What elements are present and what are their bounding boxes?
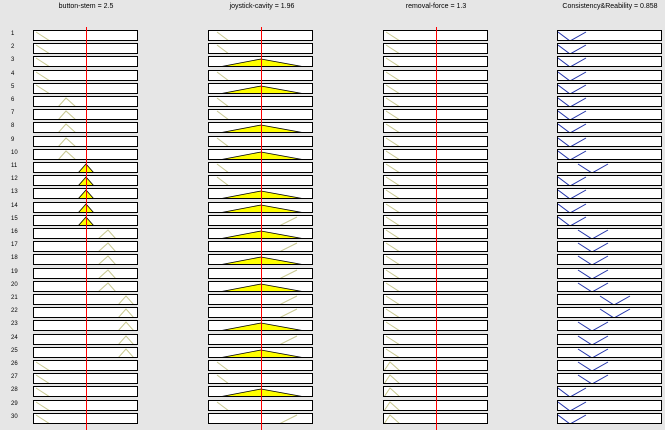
membership-function (558, 335, 662, 345)
joystick-cavity-index-line[interactable] (261, 27, 262, 430)
membership-function (558, 387, 662, 397)
membership-function (558, 255, 662, 265)
output-rule-cell[interactable] (557, 188, 662, 199)
rule-number: 16 (11, 229, 18, 235)
rule-number: 11 (11, 163, 18, 169)
rule-number: 24 (11, 334, 18, 341)
rule-number: 13 (11, 189, 18, 196)
membership-function (558, 150, 662, 160)
rule-number: 1 (11, 31, 15, 37)
rule-number: 29 (11, 400, 18, 407)
removal-force-index-line[interactable] (436, 27, 437, 430)
output-rule-cell[interactable] (557, 307, 662, 318)
output-rule-cell[interactable] (557, 149, 662, 160)
membership-function (558, 321, 662, 331)
output-rule-cell[interactable] (557, 400, 662, 411)
output-rule-cell[interactable] (557, 254, 662, 265)
output-rule-cell[interactable] (557, 360, 662, 371)
output-rule-cell[interactable] (557, 56, 662, 67)
output-rule-cell[interactable] (557, 83, 662, 94)
output-rule-cell[interactable] (557, 294, 662, 305)
rule-number: 22 (11, 308, 18, 315)
input3-title: removal-force = 1.3 (405, 3, 467, 10)
rule-number: 7 (11, 110, 15, 117)
output-rule-cell[interactable] (557, 241, 662, 252)
output-rule-cell[interactable] (557, 30, 662, 41)
membership-function (558, 308, 662, 318)
output-rule-cell[interactable] (557, 122, 662, 133)
output-rule-cell[interactable] (557, 334, 662, 345)
rule-number: 15 (11, 215, 18, 222)
membership-function (558, 84, 662, 94)
input2-title: joystick-cavity = 1.96 (229, 3, 295, 10)
output-rule-cell[interactable] (557, 386, 662, 397)
membership-function (558, 97, 662, 107)
membership-function (558, 71, 662, 81)
membership-function (558, 176, 662, 186)
rule-number: 14 (11, 202, 18, 209)
membership-function (558, 229, 662, 239)
membership-function (558, 295, 662, 305)
membership-function (558, 110, 662, 120)
output-rule-cell[interactable] (557, 202, 662, 213)
output-rule-cell[interactable] (557, 109, 662, 120)
output-rule-cell[interactable] (557, 96, 662, 107)
membership-function (558, 137, 662, 147)
rule-number: 21 (11, 295, 18, 301)
membership-function (558, 57, 662, 67)
rule-number: 17 (11, 242, 18, 249)
rule-number: 5 (11, 83, 15, 90)
output-rule-cell[interactable] (557, 136, 662, 147)
output-rule-cell[interactable] (557, 162, 662, 173)
output-rule-cell[interactable] (557, 215, 662, 226)
rule-number: 25 (11, 347, 18, 354)
button-stem-index-line[interactable] (86, 27, 87, 430)
output-rule-cell[interactable] (557, 281, 662, 292)
rule-number: 28 (11, 387, 18, 394)
membership-function (558, 269, 662, 279)
rule-number: 18 (11, 255, 18, 262)
membership-function (558, 374, 662, 384)
membership-function (558, 216, 662, 226)
rule-number: 3 (11, 57, 15, 64)
input1-title: button-stem = 2.5 (58, 3, 114, 10)
rule-number: 10 (11, 149, 18, 156)
output-rule-cell[interactable] (557, 413, 662, 424)
output-rule-cell[interactable] (557, 70, 662, 81)
rule-number: 4 (11, 70, 15, 77)
membership-function (558, 189, 662, 199)
membership-function (558, 401, 662, 411)
rule-number: 2 (11, 44, 15, 51)
output-rule-cell[interactable] (557, 175, 662, 186)
rule-number: 27 (11, 374, 18, 381)
membership-function (558, 282, 662, 292)
membership-function (558, 163, 662, 173)
rule-number: 8 (11, 123, 15, 130)
rule-number: 12 (11, 176, 18, 183)
output-title: Consistency&Reability = 0.858 (562, 3, 658, 10)
rule-number: 9 (11, 136, 15, 143)
membership-function (558, 123, 662, 133)
rule-number: 20 (11, 281, 18, 288)
rule-number: 19 (11, 268, 18, 275)
membership-function (558, 242, 662, 252)
membership-function (558, 31, 662, 41)
membership-function (558, 414, 662, 424)
output-rule-cell[interactable] (557, 228, 662, 239)
membership-function (558, 361, 662, 371)
rule-number: 26 (11, 361, 18, 367)
rule-number: 30 (11, 413, 18, 420)
output-rule-cell[interactable] (557, 43, 662, 54)
membership-function (558, 203, 662, 213)
output-rule-cell[interactable] (557, 268, 662, 279)
output-rule-cell[interactable] (557, 373, 662, 384)
membership-function (558, 44, 662, 54)
rule-number: 23 (11, 321, 18, 328)
membership-function (558, 348, 662, 358)
output-rule-cell[interactable] (557, 320, 662, 331)
rule-number: 6 (11, 97, 15, 103)
output-rule-cell[interactable] (557, 347, 662, 358)
